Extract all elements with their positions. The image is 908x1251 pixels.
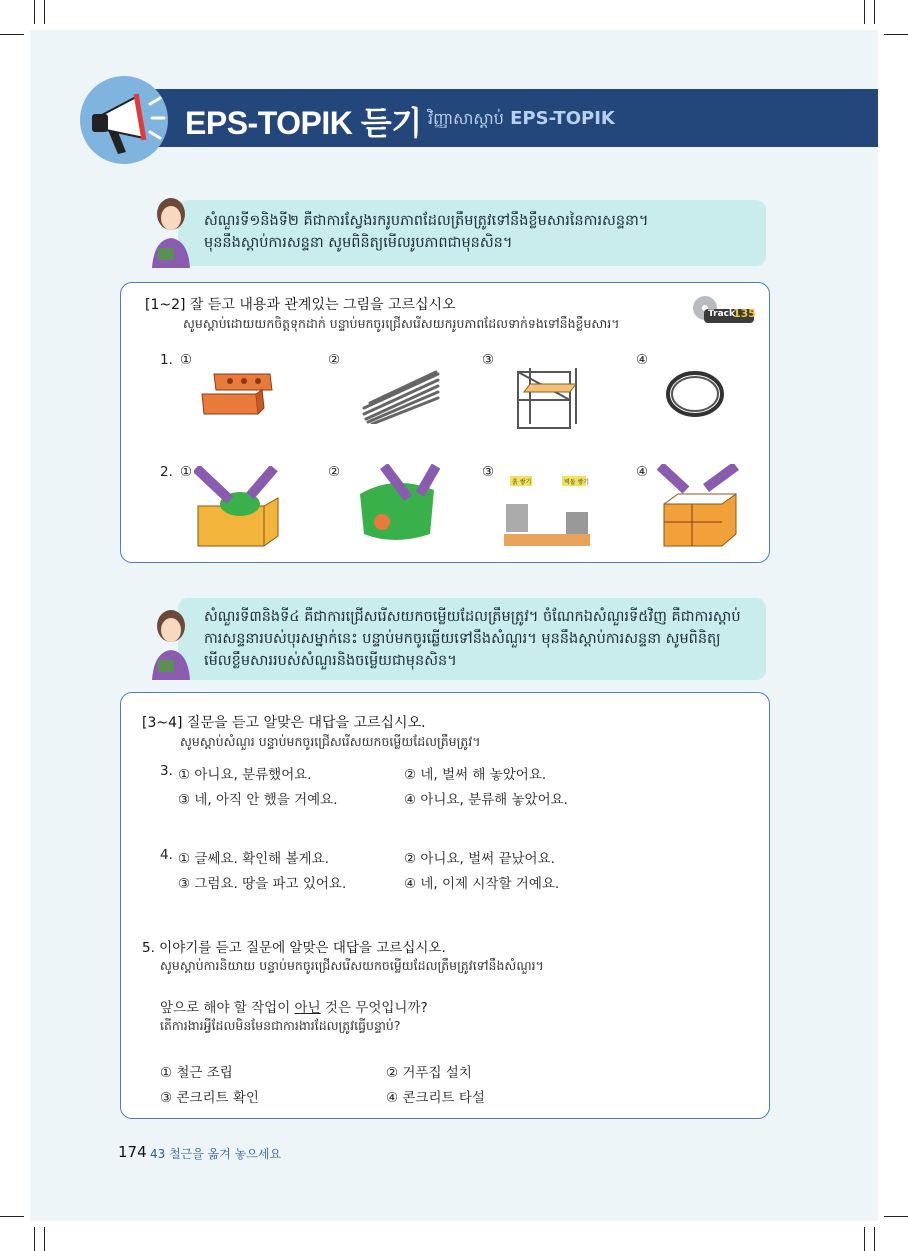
coiled-wire-image[interactable]	[664, 368, 726, 420]
teacher-avatar	[146, 608, 196, 680]
crop-mark	[874, 0, 875, 24]
prompt-underlined: 아닌	[294, 1000, 321, 1016]
teacher-avatar	[146, 196, 196, 268]
crop-mark	[44, 0, 45, 24]
answer-option[interactable]: ④ 네, 이제 시작할 거예요.	[404, 876, 560, 892]
bricks-image[interactable]	[200, 368, 276, 420]
option-marker[interactable]: ③	[482, 352, 495, 368]
answer-option[interactable]: ① 글쎄요. 확인해 볼게요.	[178, 851, 329, 867]
section-1-heading: [1~2] 잘 듣고 내용과 관계있는 그림을 고르십시오	[145, 297, 456, 313]
answer-option[interactable]: ④ 아니요, 분류해 놓았어요.	[404, 792, 568, 808]
audio-track-badge[interactable]	[692, 295, 754, 327]
crop-mark	[34, 1227, 35, 1251]
answer-option[interactable]: ③ 콘크리트 확인	[160, 1090, 259, 1106]
subtitle-english: EPS-TOPIK	[510, 108, 615, 129]
page-title: EPS-TOPIK 듣기	[185, 105, 422, 141]
packing-box-image[interactable]	[194, 466, 282, 548]
instruction-line: មើលខ្លឹមសាររបស់សំណួរនិងចម្លើយជាមុនសិន។	[204, 653, 457, 669]
question-5-heading: 5. 이야기를 듣고 질문에 알맞은 대답을 고르십시오.	[142, 940, 446, 956]
prompt-text: 것은 무엇입니까?	[320, 1000, 428, 1016]
track-label: Track	[708, 309, 735, 319]
scaffold-image[interactable]	[510, 366, 580, 432]
crop-mark	[874, 1227, 875, 1251]
page-subtitle	[428, 108, 615, 132]
crop-mark	[884, 1216, 908, 1217]
wrapping-cloth-image[interactable]	[354, 464, 440, 544]
instruction-bubble-1	[178, 200, 766, 266]
crop-mark	[884, 34, 908, 35]
crop-mark	[0, 1216, 24, 1217]
instruction-line: ការសន្ទនារបស់បុរសម្នាក់នេះ បន្ទាប់មកចូរឆ្លើយទៅនឹងសំណួរ។ មុននឹងស្ដាប់ការសន្ទនា សូមពិនិត្យ	[204, 631, 721, 647]
crop-mark	[864, 0, 865, 24]
page-number: 174	[118, 1143, 147, 1161]
answer-option[interactable]: ① 철근 조립	[160, 1065, 233, 1081]
question-5-subheading: សូមស្ដាប់ការនិយាយ បន្ទាប់មកចូរជ្រើសរើសយកចម្លើយដែលត្រឹមត្រូវទៅនឹងសំណួរ។	[160, 958, 544, 973]
tied-box-image[interactable]	[656, 464, 740, 548]
answer-option[interactable]: ② 네, 벌써 해 놓았어요.	[404, 767, 547, 783]
sign-brick: 벽돌 쌓기	[564, 479, 590, 486]
answer-option[interactable]: ③ 그럼요. 땅을 파고 있어요.	[178, 876, 347, 892]
crop-mark	[34, 0, 35, 24]
section-2-subheading: សូមស្ដាប់សំណួរ បន្ទាប់មកចូរជ្រើសរើសយកចម្លើយដែលត្រឹមត្រូវ។	[180, 734, 481, 749]
rebar-image[interactable]	[358, 368, 442, 424]
answer-option[interactable]: ③ 네, 아직 안 했을 거예요.	[178, 792, 338, 808]
section-2-heading: [3~4] 질문을 듣고 알맞은 대답을 고르십시오.	[142, 715, 426, 731]
option-marker[interactable]: ②	[328, 352, 341, 368]
answer-option[interactable]: ④ 콘크리트 타설	[386, 1090, 485, 1106]
track-number: 135	[733, 307, 756, 320]
crop-mark	[0, 34, 24, 35]
instruction-line: សំណួរទី១និងទី២ គឺជាការស្វែងរករូបភាពដែលត្រឹមត្រូវទៅនឹងខ្លឹមសារនៃការសន្ទនា។	[204, 213, 649, 229]
answer-option[interactable]: ② 거푸집 설치	[386, 1065, 472, 1081]
instruction-bubble-2	[178, 598, 766, 680]
megaphone-icon	[78, 74, 170, 166]
option-marker[interactable]: ③	[482, 464, 495, 480]
instruction-line: មុននឹងស្ដាប់ការសន្ទនា សូមពិនិត្យមើលរូបភាពជាមុនសិន។	[204, 235, 513, 251]
sign-soil: 흙 쌓기	[512, 479, 532, 486]
section-1-subheading: សូមស្ដាប់ដោយយកចិត្តទុកដាក់ បន្ទាប់មកចូរជ្រើសរើសយករូបភាពដែលទាក់ទងទៅនឹងខ្លឹមសារ។	[183, 316, 620, 331]
answer-option[interactable]: ① 아니요, 분류했어요.	[178, 767, 312, 783]
option-marker[interactable]: ④	[636, 464, 649, 480]
option-marker[interactable]: ②	[328, 464, 341, 480]
section-2-box	[120, 692, 770, 1119]
crop-mark	[44, 1227, 45, 1251]
question-number: 3.	[160, 763, 173, 779]
option-marker[interactable]: ①	[180, 352, 193, 368]
crop-mark	[864, 1227, 865, 1251]
question-5-prompt-khmer: តើការងារអ្វីដែលមិនមែនជាការងារដែលត្រូវធ្វើបន្ទាប់?	[160, 1018, 401, 1033]
instruction-line: សំណួរទី៣និងទី៤ គឺជាការជ្រើសរើសយកចម្លើយដែលត្រឹមត្រូវ។ ចំណែកឯសំណួរទី៥វិញ គឺជាការស្ដាប់	[204, 609, 741, 625]
prompt-text: 앞으로 해야 할 작업이	[160, 1000, 295, 1016]
option-marker[interactable]: ①	[180, 464, 193, 480]
construction-site-image[interactable]	[504, 470, 590, 550]
answer-option[interactable]: ② 아니요, 벌써 끝났어요.	[404, 851, 555, 867]
question-number: 1.	[160, 352, 173, 368]
subtitle-khmer: វិញ្ញាសាស្ដាប់	[428, 109, 504, 128]
question-number: 4.	[160, 847, 173, 863]
question-number: 2.	[160, 464, 173, 480]
question-5-prompt	[160, 996, 428, 1016]
chapter-title: 43 철근을 옮겨 놓으세요	[150, 1147, 282, 1161]
option-marker[interactable]: ④	[636, 352, 649, 368]
